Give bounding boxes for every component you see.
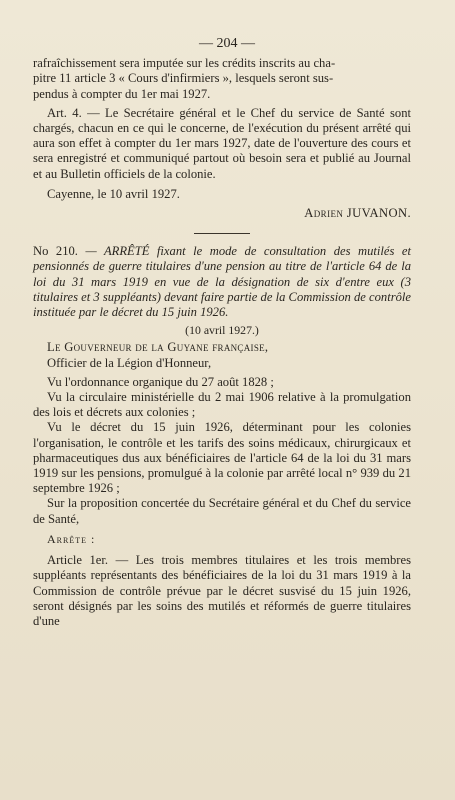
text-line: rafraîchissement sera imputée sur les crédits inscrits au cha-: [33, 56, 336, 71]
governor-line: Le Gouverneur de la Guyane française,: [47, 340, 269, 355]
decree-heading: [33, 244, 411, 320]
section-divider: [194, 233, 250, 234]
decree-number: No 210.: [33, 244, 78, 259]
vu-decret: Vu le décret du 15 juin 1926, déterminant pour les colonies l'organisation, le contrôle et les tarifs des soins médicaux, chirurgicaux et pharmaceutiques dus aux bénéficiaires de l'article 64 de la loi du 31 mars 1919 sur les pensions, promulgué à la colonie par arrêté local n° 939 du 21 septembre 1926 ;: [33, 420, 411, 496]
page-text: [33, 36, 411, 629]
decree-date: (10 avril 1927.): [185, 323, 259, 338]
vu-circulaire: Vu la circulaire ministérielle du 2 mai 1906 relative à la promulgation des lois et décrets aux colonies ;: [33, 390, 411, 420]
article-1-paragraph: Article 1er. — Les trois membres titulaires et les trois membres suppléants représentants des bénéficiaires de la loi du 31 mars 1919 à la Commission de contrôle prévue par le décret susvisé du 15 juin 1926, seront désignés par les soins des mutilés et réformés de guerre titulaires d'une: [33, 553, 411, 628]
vu-ordonnance: Vu l'ordonnance organique du 27 août 1828 ;: [47, 374, 274, 389]
page-number: — 204 —: [199, 36, 255, 51]
signature: Adrien JUVANON.: [304, 206, 411, 221]
decree-title: — ARRÊTÉ fixant le mode de consultation des mutilés et pensionnés de guerre titulaires d'une pension au titre de l'article 64 de la loi du 31 mars 1919 en vue de la désignation de six d'entre eux (3 titulaires et 3 suppléants) devant faire partie de la Commission de contrôle instituée par le décret du 15 juin 1926.: [33, 244, 411, 320]
place-date: Cayenne, le 10 avril 1927.: [47, 186, 180, 201]
arrete-heading: Arrête :: [47, 531, 96, 546]
text-line: pendus à compter du 1er mai 1927.: [33, 86, 211, 101]
sur-proposition: Sur la proposition concertée du Secrétaire général et du Chef du service de Santé,: [33, 496, 411, 526]
article-4-paragraph: Art. 4. — Le Secrétaire général et le Chef du service de Santé sont chargés, chacun en ce qui le concerne, de l'exécution du présent arrêté qui aura son effet à compter du 1er mars 1927, date de l'ouverture des cours et sera enregistré et communiqué partout où besoin sera et publié au Journal et au Bulletin officiels de la colonie.: [33, 105, 411, 181]
officer-line: Officier de la Légion d'Honneur,: [47, 355, 212, 370]
text-line: pitre 11 article 3 « Cours d'infirmiers », lesquels seront sus-: [33, 71, 334, 86]
